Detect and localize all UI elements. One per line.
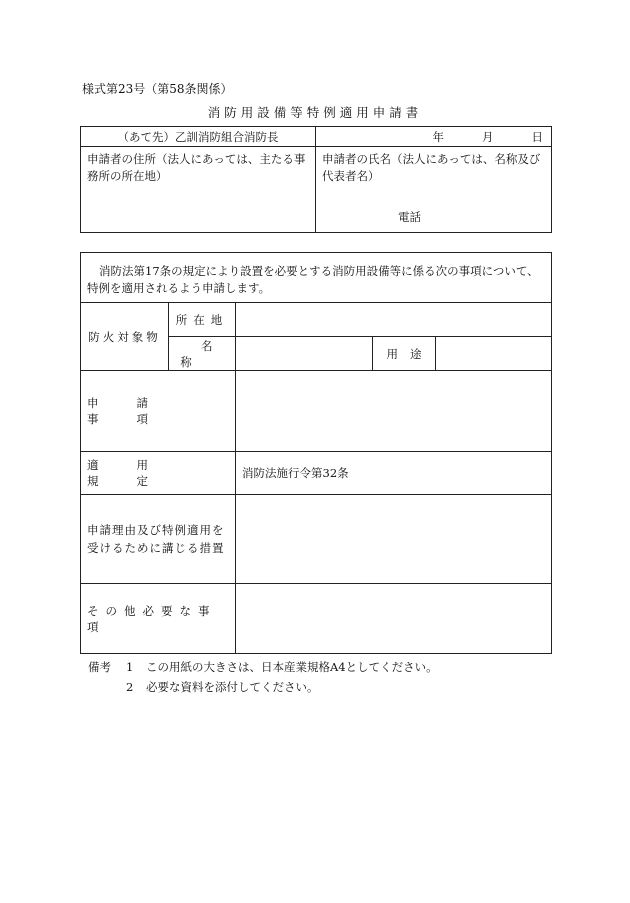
note-text: この用紙の大きさは、日本産業規格A4としてください。 bbox=[146, 660, 438, 674]
date-day-label: 日 bbox=[531, 129, 543, 144]
location-input[interactable] bbox=[236, 303, 552, 337]
note-row bbox=[88, 677, 438, 697]
use-label-cell bbox=[373, 337, 436, 371]
other-input[interactable] bbox=[236, 584, 552, 654]
note-row bbox=[88, 657, 438, 677]
applicant-address-cell[interactable] bbox=[81, 147, 316, 233]
name-label-cell bbox=[169, 337, 245, 371]
reason-input[interactable] bbox=[236, 495, 552, 584]
note-number: 1 bbox=[126, 660, 134, 674]
use-label: 用途 bbox=[386, 346, 434, 361]
addressee-cell bbox=[81, 127, 316, 147]
phone-label: 電話 bbox=[398, 210, 421, 224]
applicable-rule-cell[interactable] bbox=[236, 452, 552, 495]
request-items-label-cell bbox=[81, 371, 236, 452]
intro-text: 消防法第17条の規定により設置を必要とする消防用設備等に係る次の事項について、特例を適用されるよう申請します。 bbox=[87, 264, 539, 295]
request-items-input[interactable] bbox=[236, 371, 552, 452]
applicant-name-label: 申請者の氏名（法人にあっては、名称及び代表者名） bbox=[322, 152, 541, 183]
date-month-label: 月 bbox=[482, 129, 494, 144]
reason-label: 申請理由及び特例適用を受けるために講じる措置 bbox=[87, 523, 225, 555]
name-label: 名称 bbox=[180, 338, 245, 369]
applicable-rule-label-cell bbox=[81, 452, 236, 495]
applicant-name-cell[interactable] bbox=[316, 147, 552, 233]
note-text: 必要な資料を添付してください。 bbox=[146, 680, 319, 694]
applicable-rule-value: 消防法施行令第32条 bbox=[242, 466, 349, 480]
applicant-table bbox=[80, 126, 552, 233]
location-label: 所在地 bbox=[175, 312, 229, 327]
name-input[interactable] bbox=[236, 337, 373, 371]
request-items-label: 申請事項 bbox=[87, 396, 186, 426]
date-cell[interactable] bbox=[316, 127, 552, 147]
page-title: 消防用設備等特例適用申請書 bbox=[207, 105, 423, 120]
other-label-cell bbox=[81, 584, 236, 654]
notes-heading: 備考 bbox=[88, 660, 111, 674]
target-label: 防火対象物 bbox=[88, 329, 161, 344]
location-label-cell bbox=[169, 303, 236, 337]
form-number: 様式第23号（第58条関係） bbox=[82, 82, 233, 96]
application-table bbox=[80, 252, 552, 654]
intro-cell bbox=[81, 253, 552, 303]
note-number: 2 bbox=[126, 680, 134, 694]
notes bbox=[88, 657, 438, 697]
other-label: その他必要な事項 bbox=[87, 603, 217, 634]
use-input[interactable] bbox=[436, 337, 552, 371]
date-year-label: 年 bbox=[432, 129, 444, 144]
target-label-cell bbox=[81, 303, 169, 371]
applicable-rule-label: 適用規定 bbox=[87, 458, 186, 488]
applicant-address-label: 申請者の住所（法人にあっては、主たる事務所の所在地） bbox=[87, 152, 306, 183]
addressee: （あて先）乙訓消防組合消防長 bbox=[117, 129, 279, 144]
reason-label-cell bbox=[81, 495, 236, 584]
